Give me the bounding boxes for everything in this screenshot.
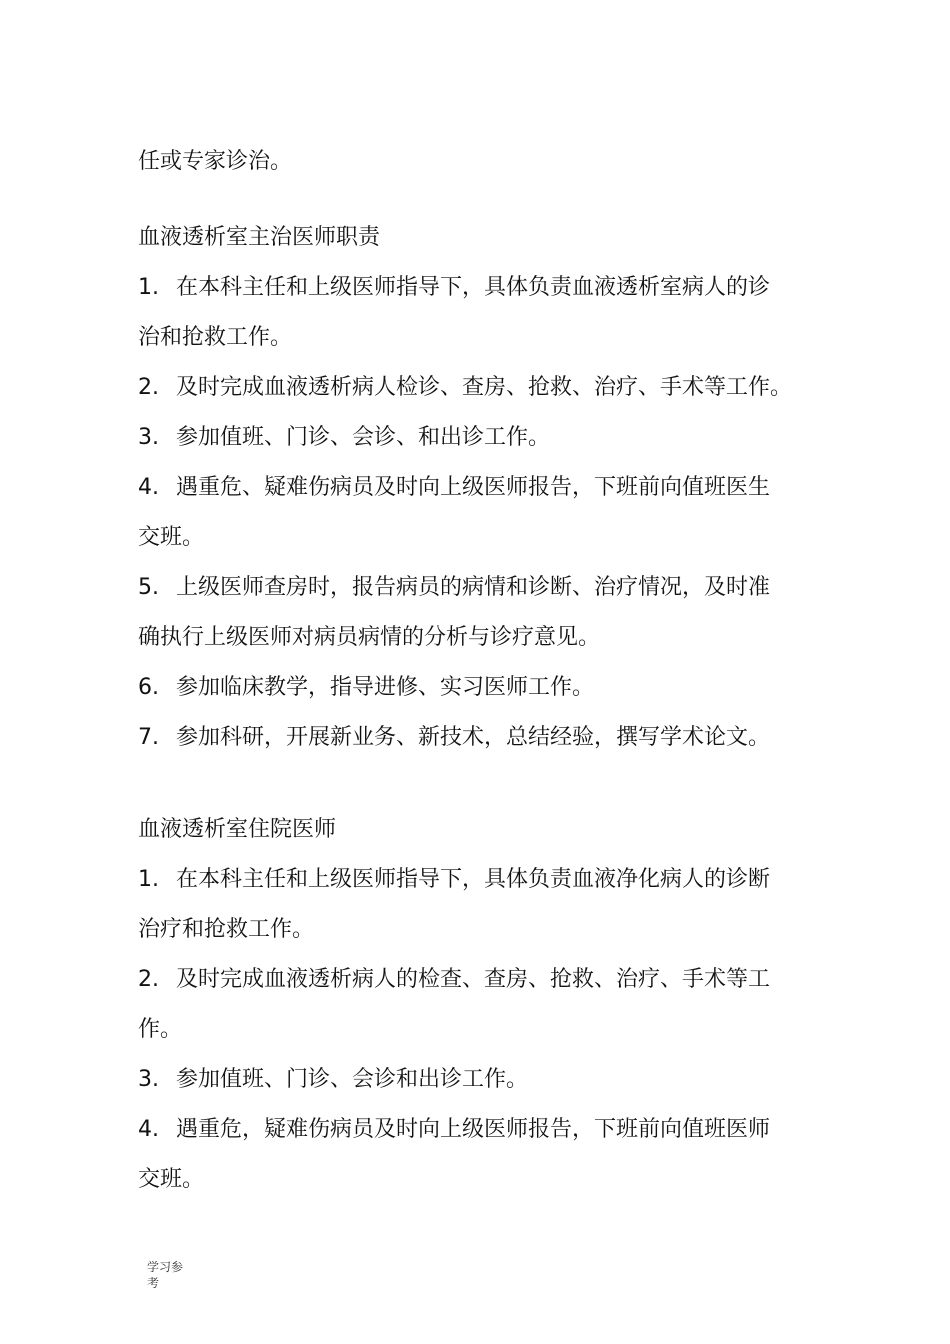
page-footer xyxy=(147,1259,199,1291)
list-item: 6. 参加临床教学，指导进修、实习医师工作。 xyxy=(138,675,595,700)
list-item: 3. 参加值班、门诊、会诊、和出诊工作。 xyxy=(138,425,551,450)
list-item-continuation: 确执行上级医师对病员病情的分析与诊疗意见。 xyxy=(138,625,601,650)
list-item: 2. 及时完成血液透析病人的检查、查房、抢救、治疗、手术等工 xyxy=(138,967,771,992)
list-item-continuation: 交班。 xyxy=(138,1167,205,1192)
section-title: 血液透析室住院医师 xyxy=(138,817,337,842)
section-resident-physician xyxy=(138,805,838,1205)
list-item-continuation: 交班。 xyxy=(138,525,205,550)
list-item: 2. 及时完成血液透析病人检诊、查房、抢救、治疗、手术等工作。 xyxy=(138,375,793,400)
list-item: 4. 遇重危，疑难伤病员及时向上级医师报告，下班前向值班医师 xyxy=(138,1117,771,1142)
list-item: 5. 上级医师查房时，报告病员的病情和诊断、治疗情况，及时准 xyxy=(138,575,771,600)
section-title: 血液透析室主治医师职责 xyxy=(138,225,381,250)
list-item-continuation: 治疗和抢救工作。 xyxy=(138,917,315,942)
list-item: 7. 参加科研，开展新业务、新技术，总结经验，撰写学术论文。 xyxy=(138,725,771,750)
list-item-continuation: 作。 xyxy=(138,1017,183,1042)
lead-paragraph: 任或专家诊治。 xyxy=(138,149,293,174)
list-item-continuation: 治和抢救工作。 xyxy=(138,325,293,350)
list-item: 1. 在本科主任和上级医师指导下，具体负责血液透析室病人的诊 xyxy=(138,275,771,300)
section-attending-physician xyxy=(138,213,838,763)
list-item: 1. 在本科主任和上级医师指导下，具体负责血液净化病人的诊断 xyxy=(138,867,771,892)
list-item: 3. 参加值班、门诊、会诊和出诊工作。 xyxy=(138,1067,529,1092)
footer-line: 学习参 xyxy=(147,1260,184,1274)
list-item: 4. 遇重危、疑难伤病员及时向上级医师报告，下班前向值班医生 xyxy=(138,475,771,500)
footer-line: 考 xyxy=(147,1276,160,1290)
